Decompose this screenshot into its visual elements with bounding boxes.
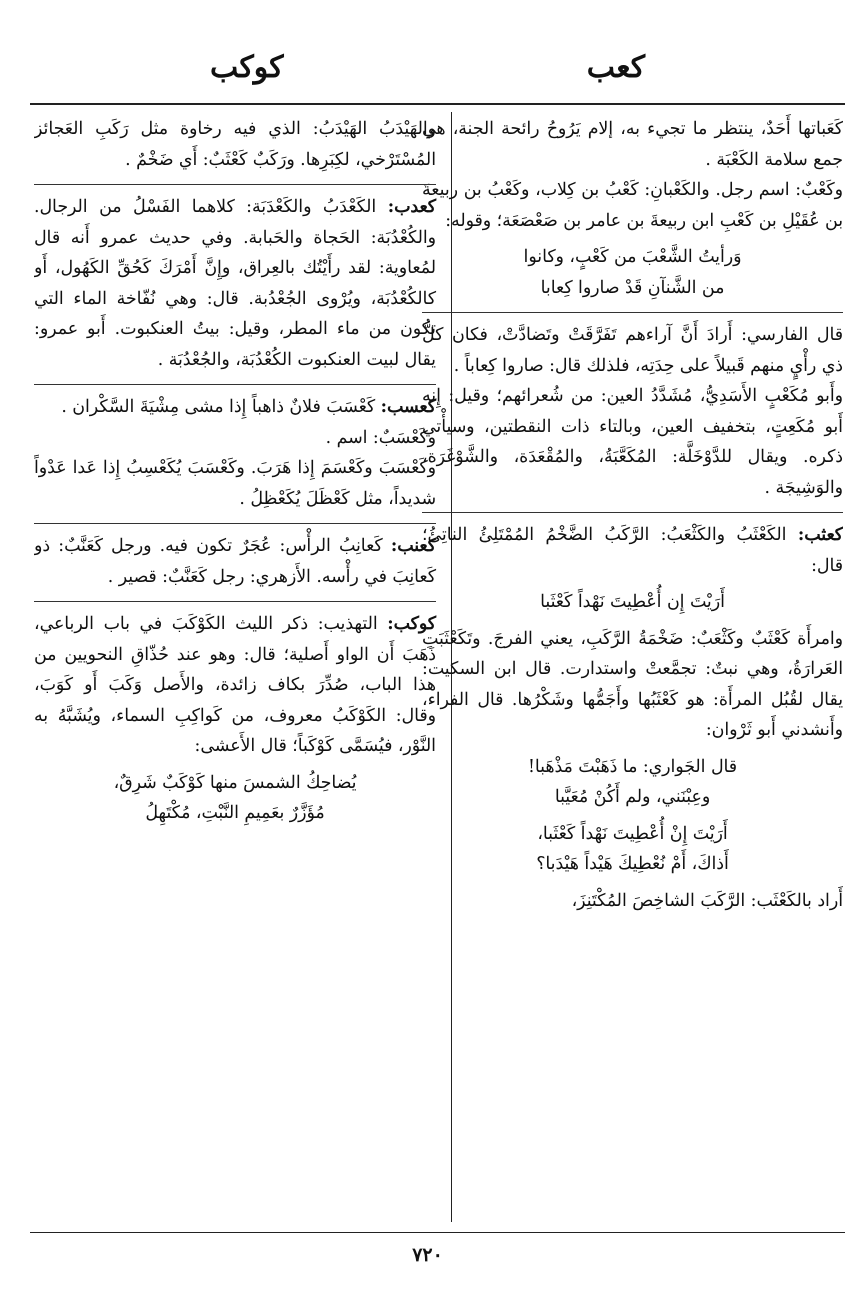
right-column <box>418 114 843 1226</box>
entry-headword: كعثب: <box>797 525 843 545</box>
verse <box>422 587 843 618</box>
left-column <box>34 114 438 1226</box>
entry-kadab <box>34 184 436 375</box>
verse-line: وَرأيتُ الشَّعْبَ من كَعْبٍ، وكانوا <box>523 247 742 267</box>
entry-kaab-commentary <box>422 312 843 503</box>
verse-line: وعِبْنَني، ولم أَكُنْ مُعَيَّبا <box>554 787 711 807</box>
entry-text: الكَعْثَبُ والكَثْعَبُ: الرَّكَبُ الضَّخْمُ المُمْتَلِئُ الناتِئُ؛ قال: <box>422 525 843 576</box>
bottom-rule <box>30 1232 845 1233</box>
entry-kasab <box>34 384 436 514</box>
paragraph: وكَعْسَبٌ: اسم . <box>325 427 436 448</box>
verse-line: يُضاحِكُ الشمسَ منها كَوْكَبٌ شَرِقٌ، <box>113 772 357 793</box>
paragraph <box>34 531 436 592</box>
paragraph <box>34 392 436 423</box>
entry-kathab <box>422 512 843 916</box>
entry-kathab-continued <box>34 114 436 175</box>
entry-kaab-continued <box>422 114 843 303</box>
paragraph: وكَعْسَبَ وكَعْسَمَ إِذا هَرَبَ. وكَعْسَبَ يُكَعْسِبُ إِذا عَدا عَدْواً شديداً، مثل كَعْظَلَ يُكَعْظِلُ . <box>34 458 436 509</box>
entry-text: الكَعْدَبُ والكَعْدَبَة: كلاهما الفَسْلُ من الرجال. والكُعْدُبَة: الحَجاة والحَبابة. وفي حديث عمرو أَنه قال لمُعاوية: لقد رأَيْتُك بالعِراق، وإِنَّ أَمْرَكَ كَحُقِّ الكَهُول، أَو كالكُعْدُبَة، ويُرْوى الجُعْدُبة. قال: وهي نُفّاخة الماء التي تكون من ماء المطر، وقيل: بيتُ العنكبوت. أَبو عمرو: يقال لبيت العنكبوت الكُعْدُبَة، والجُعْدُبَة . <box>34 197 436 370</box>
paragraph: وامرأَة كَعْثَبٌ وكَثْعَبٌ: ضَخْمَةُ الرَّكَبِ، يعني الفرجَ. وتَكَعْثَبَتِ العَرارَةُ، وهي نبتٌ: تجمَّعتْ واستدارت. قال ابن السكيت: يقال لقُبُل المرأَة: هو كَعْثَبُها وأَجَمُّها وشَكْرُها. قال الفراء، وأَنشدني أَبو ثَرْوان: <box>422 628 843 740</box>
entry-text: كَعْسَبَ فلانٌ ذاهباً إِذا مشى مِشْيَةَ السَّكْران . <box>61 397 376 417</box>
paragraph: كَعَباتها أَحَدٌ، ينتظر ما تجيء به، إلام يَرُوحُ رائحة الجنة، هي جمع سلامة الكَعْبَة . <box>422 119 843 170</box>
entry-kanab <box>34 523 436 592</box>
entry-kawkab <box>34 601 436 829</box>
entry-headword: كعنب: <box>390 536 436 556</box>
verse <box>422 242 843 303</box>
running-header-left: كوكب <box>210 50 284 85</box>
verse-line: أَرَيْتَ إِنْ أُعْطِيتَ نَهْداً كَعْثَبا، <box>537 823 728 844</box>
paragraph <box>422 520 843 581</box>
verse-line: من الشَّنآنِ قَدْ صاروا كِعابا <box>540 277 725 298</box>
verse <box>34 768 436 829</box>
paragraph: أَراد بالكَعْثَب: الرَّكَبَ الشاخِصَ المُكْتَنِزَ، <box>571 890 843 911</box>
entry-headword: كعدب: <box>387 197 437 217</box>
paragraph: والهَيْدَبُ الهَيْدَبُ: الذي فيه رخاوة مثل رَكَبِ العَجائز المُسْتَرْخي، لكِبَرِها. ورَكَبٌ كَعْثَبٌ: أَي ضَخْمٌ . <box>34 119 436 170</box>
running-header-right: كعب <box>586 50 645 85</box>
verse <box>422 752 843 813</box>
paragraph: وكَعْبٌ: اسم رجل. والكَعْبانِ: كَعْبُ بن كِلاب، وكَعْبُ بن ربيعةَ بن عُقَيْلِ بن كَعْبِ ابن ربيعةَ بن عامر بن صَعْصَعَة؛ وقوله: <box>422 180 843 231</box>
entry-headword: كوكب: <box>387 614 436 634</box>
verse-line: أَرَيْتَ إِن أُعْطِيتَ نَهْداً كَعْثَبا <box>540 592 725 612</box>
verse-line: أَذاكَ، أَمْ نُعْطِيكَ هَيْداً هَيْدَبا؟ <box>536 854 729 874</box>
paragraph: قال الفارسي: أَرادَ أَنَّ آراءهم تَفَرَّقَتْ وتَضادَّتْ، فكان كلُّ ذي رأْيٍ منهم قَبيلاً على حِدَتِه، فلذلك قال: صاروا كِعاباً . <box>422 325 843 376</box>
entry-text: التهذيب: ذكر الليث الكَوْكَبَ في باب الرباعي، ذَهَبَ أَن الواو أَصلية؛ قال: وهو عند حُذّاقِ النحويين من هذا الباب، صُدِّرَ بكاف زائدة، والأَصل وَكَبَ أَو كَوَبَ، وقال: الكَوْكَبُ معروف، من كَواكِبِ السماء، ويُشَبَّهُ به النَّوْر، فيُسَمَّى كَوْكَباً؛ قال الأَعشى: <box>34 614 436 756</box>
verse-line: قال الجَواري: ما ذَهَبْتَ مَذْهَبا! <box>527 756 738 777</box>
entry-text: كَعانِبُ الرأْس: عُجَرٌ تكون فيه. ورجل كَعَنَّبٌ: ذو كَعانِبَ في رأْسه. الأَزهري: رجل كَعَنَّبٌ: قصير . <box>34 536 436 587</box>
entry-headword: كعسب: <box>380 397 436 417</box>
paragraph <box>34 192 436 375</box>
top-rule <box>30 103 845 105</box>
verse-line: مُؤَزَّرٌ بعَمِيمِ النَّبْتِ، مُكْتَهِلُ <box>145 803 325 823</box>
paragraph <box>34 609 436 762</box>
paragraph: وأَبو مُكَعْبٍ الأَسَدِيُّ، مُشَدَّدُ العين: من شُعرائهم؛ وقيل: إِنه أَبو مُكَعِتٍ، بتخفيف العين، وبالتاء ذات النقطتين، وسيأْتي ذكره. ويقال للدَّوْخَلَّة: المُكَعَّبَةُ، والمُقْعَدَة، والشَّوْغَرَة، والوَشِيجَة . <box>422 386 843 498</box>
verse <box>422 819 843 880</box>
page-number: ٧٢٠ <box>412 1244 443 1266</box>
